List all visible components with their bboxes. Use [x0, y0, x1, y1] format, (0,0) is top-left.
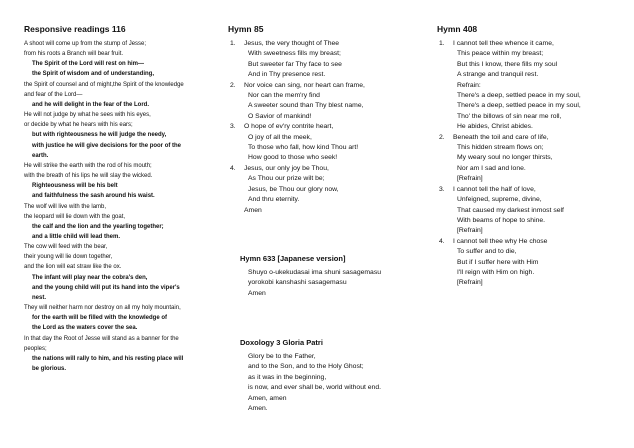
verse-line: This hidden stream flows on;: [457, 144, 544, 152]
reading-line: but with righteousness he will judge the needy,: [32, 132, 167, 139]
verse-line: I cannot tell thee why He chose: [453, 237, 548, 245]
verse-line: [Refrain]: [457, 227, 483, 235]
reading-line: or decide by what he hears with his ears;: [24, 122, 133, 129]
verse-line: To suffer and to die,: [457, 248, 517, 256]
verse-line: I cannot tell thee whence it came,: [453, 40, 554, 47]
reading-line: In that day the Root of Jesse will stand as a banner for the: [24, 335, 179, 342]
verse-line: With beams of hope to shine.: [457, 216, 546, 224]
responsive-reading: [24, 24, 216, 374]
verse-line: Tho' the billows of sin near me roll,: [457, 112, 562, 120]
verse: [437, 185, 627, 237]
hymn408-title: Hymn 408: [437, 24, 478, 34]
reading-line: for the earth will be filled with the knowledge of: [32, 315, 168, 322]
verse-line: But this I know, there fills my soul: [457, 60, 558, 68]
reading-line: He will strike the earth with the rod of his mouth;: [24, 162, 152, 169]
verse: [437, 237, 627, 289]
verse-number: 1.: [230, 40, 236, 47]
hymn85-amen: Amen: [244, 206, 262, 214]
verse-line: O hope of ev'ry contrite heart,: [244, 123, 334, 131]
verse-line: With sweetness fills my breast;: [248, 50, 341, 58]
verse-number: 2.: [439, 133, 445, 141]
verse-line: O joy of all the meek,: [248, 133, 312, 141]
verse: [228, 39, 418, 81]
hymn633-line: yorokobi kanshashi sasagemasu: [248, 279, 347, 287]
verse-number: 3.: [230, 123, 236, 131]
doxology-line: as it was in the beginning,: [248, 373, 327, 381]
reading-line: from his roots a Branch will bear fruit.: [24, 51, 124, 58]
reading-line: The cow will feed with the bear,: [24, 244, 108, 251]
verse-number: 3.: [439, 185, 445, 193]
reading-line: earth.: [32, 152, 49, 159]
verse-line: I'll reign with Him on high.: [457, 268, 535, 276]
verse-line: [Refrain]: [457, 175, 483, 183]
verse-number: 2.: [230, 81, 236, 89]
reading-line: and fear of the Lord—: [24, 91, 83, 98]
verse-line: That caused my darkest inmost self: [457, 206, 564, 214]
reading-line: the Lord as the waters cover the sea.: [32, 325, 138, 332]
reading-line: He will not judge by what he sees with his eyes,: [24, 112, 151, 119]
verse-line: Jesus, our only joy be Thou,: [244, 164, 329, 172]
reading-line: the nations will rally to him, and his resting place will: [32, 355, 184, 362]
verse-line: Nor am I sad and lone.: [457, 164, 526, 172]
verse-line: He abides, Christ abides.: [457, 123, 533, 131]
reading-line: and he will delight in the fear of the Lord.: [32, 101, 150, 108]
hymn633-title: Hymn 633 [Japanese version]: [240, 254, 346, 263]
reading-line: peoples;: [24, 345, 47, 352]
verse-line: Jesus, be Thou our glory now,: [248, 185, 339, 193]
verse-line: Nor voice can sing, nor heart can frame,: [244, 81, 365, 89]
hymn408-verses: [437, 39, 627, 289]
verse: [228, 122, 418, 164]
doxology-title: Doxology 3 Gloria Patri: [240, 338, 323, 347]
verse-line: A sweeter sound than Thy blest name,: [248, 102, 364, 110]
doxology-line: Amen.: [248, 405, 268, 413]
verse-line: Jesus, the very thought of Thee: [244, 40, 340, 47]
verse-line: And thru eternity.: [248, 196, 300, 204]
reading-line: and faithfulness the sash around his waist.: [32, 193, 155, 200]
hymn-408: [437, 24, 627, 289]
reading-line: and a little child will lead them.: [32, 233, 121, 240]
reading-line: with justice he will give decisions for the poor of the: [32, 142, 182, 149]
verse: [437, 39, 627, 133]
verse-line: There's a deep, settled peace in my soul,: [457, 102, 581, 110]
reading-line: and the young child will put its hand into the viper's: [32, 284, 180, 291]
verse-line: But if I suffer here with Him: [457, 258, 539, 266]
hymn85-title: Hymn 85: [228, 24, 264, 34]
reading-line: their young will lie down together,: [24, 254, 113, 261]
doxology: [240, 338, 430, 414]
hymn633-amen: Amen: [248, 289, 266, 297]
verse: [228, 164, 418, 206]
verse-line: O Savior of mankind!: [248, 112, 312, 120]
reading-title: Responsive readings 116: [24, 24, 126, 34]
reading-line: They will neither harm nor destroy on all my holy mountain,: [24, 305, 181, 312]
verse-line: But sweeter far Thy face to see: [248, 60, 342, 68]
verse-line: And in Thy presence rest.: [248, 71, 326, 79]
verse-line: There's a deep, settled peace in my soul,: [457, 92, 581, 100]
reading-line: with the breath of his lips he will slay the wicked.: [24, 173, 153, 180]
reading-line: Righteousness will be his belt: [32, 183, 118, 190]
doxology-line: Glory be to the Father,: [248, 353, 316, 360]
verse-number: 1.: [439, 40, 445, 47]
verse: [437, 133, 627, 185]
reading-line: the Spirit of counsel and of might,the Spirit of the knowledge: [24, 81, 184, 88]
hymn-85: [228, 24, 418, 216]
hymn-633: [240, 254, 430, 299]
verse-line: To those who fall, how kind Thou art!: [248, 144, 359, 152]
reading-line: The infant will play near the cobra's den,: [32, 274, 148, 281]
reading-line: The wolf will live with the lamb,: [24, 203, 107, 210]
verse-line: How good to those who seek!: [248, 154, 338, 162]
reading-line: nest.: [32, 294, 47, 301]
reading-line: and the lion will eat straw like the ox.: [24, 264, 122, 271]
verse-line: Nor can the mem'ry find: [248, 92, 320, 100]
hymn85-verses: [228, 39, 418, 206]
reading-line: be glorious.: [32, 366, 67, 372]
verse-number: 4.: [230, 164, 236, 172]
verse-line: [Refrain]: [457, 279, 483, 287]
verse-line: This peace within my breast;: [457, 50, 544, 58]
verse-line: My weary soul no longer thirsts,: [457, 154, 553, 162]
doxology-line: is now, and ever shall be, world without end.: [248, 384, 381, 392]
reading-lines: [24, 39, 216, 374]
reading-line: A shoot will come up from the stump of Jesse;: [24, 41, 147, 47]
verse-line: As Thou our prize wilt be;: [248, 175, 325, 183]
doxology-line: Amen, amen: [248, 394, 287, 402]
verse-line: I cannot tell the half of love,: [453, 185, 536, 193]
reading-line: the calf and the lion and the yearling together;: [32, 223, 164, 230]
verse-line: Unfeigned, supreme, divine,: [457, 196, 542, 204]
hymn633-line: Shuyo o-ukekudasai ima shuni sasagemasu: [248, 269, 381, 276]
verse-number: 4.: [439, 237, 445, 245]
verse: [228, 81, 418, 123]
verse-line: Refrain:: [457, 81, 481, 89]
reading-line: the leopard will lie down with the goat,: [24, 213, 126, 220]
verse-line: A strange and tranquil rest.: [457, 71, 539, 79]
reading-line: The Spirit of the Lord will rest on him—: [32, 61, 145, 68]
reading-line: the Spirit of wisdom and of understanding,: [32, 71, 154, 78]
verse-line: Beneath the toil and care of life,: [453, 133, 549, 141]
doxology-line: and to the Son, and to the Holy Ghost;: [248, 363, 364, 371]
